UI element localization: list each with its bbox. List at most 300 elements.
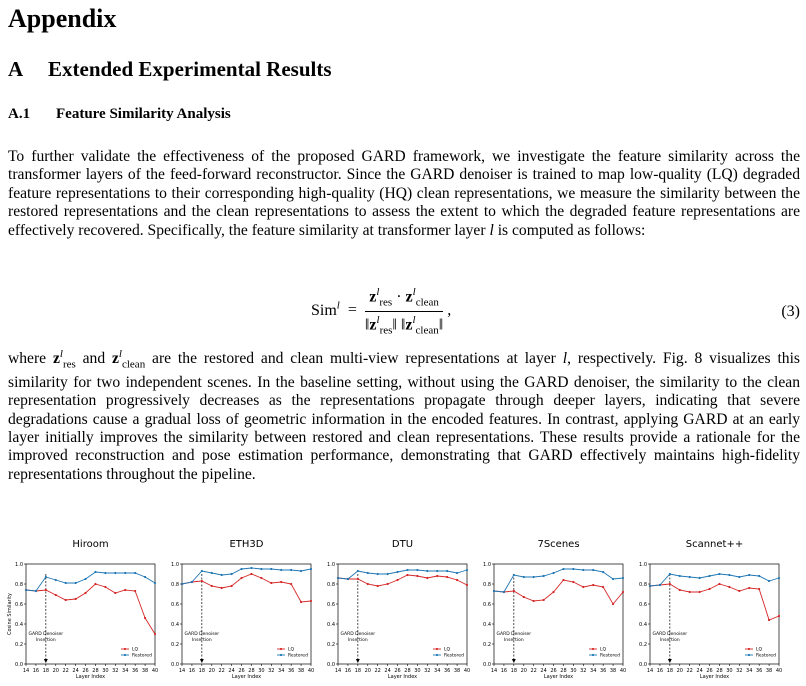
x-tick-label: 22 bbox=[530, 668, 537, 674]
x-tick-label: 36 bbox=[443, 668, 451, 674]
x-tick-label: 16 bbox=[656, 668, 664, 674]
legend-label: LQ bbox=[288, 647, 295, 653]
x-tick-label: 14 bbox=[178, 668, 186, 674]
legend-marker bbox=[436, 654, 438, 656]
chart-0 bbox=[4, 532, 159, 686]
data-point bbox=[466, 569, 468, 571]
legend-label: LQ bbox=[132, 647, 139, 653]
data-point bbox=[503, 591, 505, 593]
data-point bbox=[748, 574, 750, 576]
para2-mid: and bbox=[75, 350, 112, 368]
legend-label: LQ bbox=[444, 647, 451, 653]
x-tick-label: 26 bbox=[706, 668, 713, 674]
legend-label: Restored bbox=[600, 653, 620, 659]
data-point bbox=[718, 583, 720, 585]
y-tick-label: 0.4 bbox=[483, 621, 491, 628]
x-tick-label: 24 bbox=[540, 668, 547, 674]
y-tick-label: 0.8 bbox=[639, 581, 647, 588]
data-point bbox=[738, 590, 740, 592]
y-tick-label: 1.0 bbox=[15, 561, 23, 568]
x-tick-label: 14 bbox=[334, 668, 342, 674]
legend-marker bbox=[280, 654, 282, 656]
data-point bbox=[231, 573, 233, 575]
data-point bbox=[181, 583, 183, 585]
equation-fraction: $\frac{z^l_{res} \cdot z^l_{clean}}{‖z^l_{res}‖ ‖z^l_{clean}‖}$ bbox=[364, 286, 444, 337]
data-point bbox=[699, 591, 701, 593]
data-point bbox=[582, 586, 584, 588]
annotation-label: GARD Denoiser bbox=[28, 632, 64, 637]
x-tick-label: 34 bbox=[122, 668, 129, 674]
subsection-title: Feature Similarity Analysis bbox=[56, 106, 231, 122]
data-point bbox=[337, 577, 339, 579]
data-point bbox=[280, 569, 282, 571]
data-point bbox=[778, 577, 780, 579]
data-point bbox=[552, 572, 554, 574]
data-point bbox=[426, 570, 428, 572]
data-point bbox=[260, 577, 262, 579]
x-tick-label: 30 bbox=[102, 668, 109, 674]
data-point bbox=[493, 590, 495, 592]
data-point bbox=[416, 575, 418, 577]
x-tick-label: 20 bbox=[520, 668, 527, 674]
data-point bbox=[231, 585, 233, 587]
data-point bbox=[572, 568, 574, 570]
x-tick-label: 34 bbox=[278, 668, 285, 674]
legend-label: Restored bbox=[756, 653, 776, 659]
data-point bbox=[290, 569, 292, 571]
data-point bbox=[191, 581, 193, 583]
x-tick-label: 40 bbox=[307, 668, 315, 674]
x-tick-label: 34 bbox=[746, 668, 753, 674]
x-tick-label: 22 bbox=[62, 668, 69, 674]
x-tick-label: 38 bbox=[141, 668, 149, 674]
data-point bbox=[134, 572, 136, 574]
chart-2 bbox=[316, 532, 471, 686]
y-tick-label: 1.0 bbox=[483, 561, 491, 568]
data-point bbox=[602, 586, 604, 588]
data-point bbox=[758, 588, 760, 590]
x-tick-label: 24 bbox=[384, 668, 391, 674]
chart-title: 7Scenes bbox=[537, 539, 580, 550]
x-tick-label: 22 bbox=[218, 668, 225, 674]
y-tick-label: 0.0 bbox=[15, 661, 23, 668]
data-point bbox=[396, 579, 398, 581]
insertion-arrow bbox=[356, 659, 360, 663]
data-point bbox=[144, 576, 146, 578]
data-point bbox=[523, 576, 525, 578]
y-tick-label: 0.8 bbox=[327, 581, 335, 588]
data-point bbox=[270, 568, 272, 570]
x-tick-label: 26 bbox=[238, 668, 245, 674]
subsection-number: A.1 bbox=[8, 106, 31, 122]
data-point bbox=[201, 570, 203, 572]
data-point bbox=[622, 591, 624, 593]
annotation-label: GARD Denoiser bbox=[340, 632, 376, 637]
data-point bbox=[466, 584, 468, 586]
legend-label: Restored bbox=[288, 653, 308, 659]
x-tick-label: 20 bbox=[208, 668, 215, 674]
annotation-label: Insertion bbox=[191, 638, 212, 643]
data-point bbox=[699, 577, 701, 579]
data-point bbox=[94, 583, 96, 585]
x-tick-label: 40 bbox=[775, 668, 783, 674]
data-point bbox=[416, 569, 418, 571]
data-point bbox=[396, 571, 398, 573]
x-tick-label: 36 bbox=[599, 668, 607, 674]
paragraph-analysis: where $z^l_{res}$ and $z^l_{clean}$ are the restored and clean multi-view representations at layer l, respectively. Fig. 8 visualizes this similarity for two independent scenes. In the baseline setting, without using the GARD denoiser, the similarity to the clean representation progressively decreases as the representations propagate through deeper layers, indicating that severe degradations cause a gradual loss of geometric information in the encoded features. In contrast, applying GARD at an early layer initially improves the similarity between restored and clean representations. These results provide a rationale for the improved reconstruction and pose estimation performance, demonstrating that GARD effectively maintains high-fidelity representations throughout the pipeline. bbox=[8, 348, 800, 483]
data-point bbox=[387, 583, 389, 585]
x-tick-label: 16 bbox=[500, 668, 508, 674]
data-point bbox=[513, 574, 515, 576]
data-point bbox=[357, 578, 359, 580]
data-point bbox=[649, 585, 651, 587]
chart-3 bbox=[472, 532, 627, 686]
x-tick-label: 26 bbox=[82, 668, 89, 674]
x-tick-label: 18 bbox=[198, 668, 206, 674]
data-point bbox=[592, 569, 594, 571]
y-tick-label: 0.4 bbox=[639, 621, 647, 628]
data-point bbox=[456, 572, 458, 574]
data-point bbox=[543, 575, 545, 577]
data-point bbox=[124, 572, 126, 574]
x-tick-label: 40 bbox=[619, 668, 627, 674]
x-tick-label: 38 bbox=[297, 668, 305, 674]
data-point bbox=[406, 574, 408, 576]
data-point bbox=[533, 576, 535, 578]
x-tick-label: 22 bbox=[374, 668, 381, 674]
data-point bbox=[562, 579, 564, 581]
x-tick-label: 14 bbox=[490, 668, 498, 674]
data-point bbox=[523, 596, 525, 598]
y-tick-label: 0.4 bbox=[171, 621, 179, 628]
x-tick-label: 24 bbox=[696, 668, 703, 674]
x-tick-label: 36 bbox=[131, 668, 139, 674]
data-point bbox=[75, 598, 77, 600]
x-tick-label: 38 bbox=[453, 668, 461, 674]
x-axis-label: Layer Index bbox=[699, 674, 730, 680]
y-tick-label: 0.6 bbox=[483, 601, 491, 608]
data-point bbox=[25, 589, 27, 591]
y-tick-label: 0.4 bbox=[15, 621, 23, 628]
y-tick-label: 0.8 bbox=[15, 581, 23, 588]
data-point bbox=[679, 575, 681, 577]
x-axis-label: Layer Index bbox=[75, 674, 106, 680]
data-point bbox=[377, 585, 379, 587]
data-point bbox=[456, 579, 458, 581]
data-point bbox=[689, 576, 691, 578]
data-point bbox=[543, 599, 545, 601]
x-tick-label: 14 bbox=[22, 668, 30, 674]
data-point bbox=[310, 600, 312, 602]
legend-marker bbox=[124, 654, 126, 656]
data-point bbox=[768, 619, 770, 621]
data-point bbox=[669, 573, 671, 575]
data-point bbox=[310, 568, 312, 570]
y-tick-label: 1.0 bbox=[639, 561, 647, 568]
data-point bbox=[582, 569, 584, 571]
data-point bbox=[240, 568, 242, 570]
para2-after: are the restored and clean multi-view representations at layer bbox=[145, 350, 563, 368]
x-tick-label: 32 bbox=[268, 668, 275, 674]
data-point bbox=[679, 589, 681, 591]
data-point bbox=[201, 580, 203, 582]
data-point bbox=[728, 586, 730, 588]
section-heading bbox=[8, 57, 332, 82]
data-point bbox=[347, 578, 349, 580]
data-point bbox=[104, 586, 106, 588]
chart-title: ETH3D bbox=[229, 539, 264, 550]
data-point bbox=[35, 590, 37, 592]
y-tick-label: 0.2 bbox=[327, 641, 335, 648]
annotation-label: Insertion bbox=[35, 638, 56, 643]
data-point bbox=[708, 575, 710, 577]
data-point bbox=[211, 585, 213, 587]
data-point bbox=[75, 582, 77, 584]
x-tick-label: 32 bbox=[112, 668, 119, 674]
data-point bbox=[104, 572, 106, 574]
data-point bbox=[659, 584, 661, 586]
data-point bbox=[708, 588, 710, 590]
x-tick-label: 30 bbox=[726, 668, 733, 674]
chart-4 bbox=[628, 532, 783, 686]
annotation-label: GARD Denoiser bbox=[652, 632, 688, 637]
x-tick-label: 38 bbox=[765, 668, 773, 674]
x-tick-label: 14 bbox=[646, 668, 654, 674]
insertion-arrow bbox=[668, 659, 672, 663]
data-point bbox=[280, 581, 282, 583]
data-point bbox=[250, 573, 252, 575]
legend-marker bbox=[280, 648, 282, 650]
data-point bbox=[240, 577, 242, 579]
x-tick-label: 40 bbox=[463, 668, 471, 674]
data-point bbox=[357, 570, 359, 572]
y-tick-label: 0.2 bbox=[639, 641, 647, 648]
layer-variable: l bbox=[489, 221, 494, 239]
legend-marker bbox=[592, 654, 594, 656]
data-point bbox=[114, 572, 116, 574]
data-point bbox=[572, 581, 574, 583]
data-point bbox=[94, 571, 96, 573]
data-point bbox=[154, 633, 156, 635]
x-tick-label: 28 bbox=[404, 668, 411, 674]
data-point bbox=[436, 570, 438, 572]
data-point bbox=[65, 599, 67, 601]
x-tick-label: 18 bbox=[666, 668, 674, 674]
data-point bbox=[260, 568, 262, 570]
y-tick-label: 0.8 bbox=[171, 581, 179, 588]
data-point bbox=[154, 582, 156, 584]
data-point bbox=[426, 577, 428, 579]
x-tick-label: 32 bbox=[736, 668, 743, 674]
x-tick-label: 18 bbox=[354, 668, 362, 674]
data-point bbox=[134, 590, 136, 592]
y-tick-label: 0.4 bbox=[327, 621, 335, 628]
legend-label: Restored bbox=[132, 653, 152, 659]
x-tick-label: 36 bbox=[755, 668, 763, 674]
x-tick-label: 28 bbox=[92, 668, 99, 674]
data-point bbox=[84, 578, 86, 580]
x-tick-label: 20 bbox=[364, 668, 371, 674]
y-tick-label: 0.6 bbox=[15, 601, 23, 608]
x-tick-label: 20 bbox=[52, 668, 59, 674]
x-tick-label: 32 bbox=[424, 668, 431, 674]
y-tick-label: 1.0 bbox=[327, 561, 335, 568]
chart-title: DTU bbox=[391, 539, 414, 550]
data-point bbox=[55, 579, 57, 581]
data-point bbox=[778, 615, 780, 617]
data-point bbox=[144, 617, 146, 619]
annotation-label: Insertion bbox=[347, 638, 368, 643]
data-point bbox=[738, 576, 740, 578]
paragraph-intro-end: is computed as follows: bbox=[493, 221, 646, 239]
x-tick-label: 22 bbox=[686, 668, 693, 674]
y-tick-label: 0.8 bbox=[483, 581, 491, 588]
x-axis-label: Layer Index bbox=[387, 674, 418, 680]
chart-1 bbox=[160, 532, 315, 686]
x-tick-label: 24 bbox=[228, 668, 235, 674]
data-point bbox=[718, 573, 720, 575]
data-point bbox=[768, 580, 770, 582]
data-point bbox=[533, 600, 535, 602]
x-tick-label: 18 bbox=[42, 668, 50, 674]
x-tick-label: 30 bbox=[258, 668, 265, 674]
data-point bbox=[221, 574, 223, 576]
data-point bbox=[45, 576, 47, 578]
data-point bbox=[367, 572, 369, 574]
data-point bbox=[748, 587, 750, 589]
x-tick-label: 28 bbox=[248, 668, 255, 674]
data-point bbox=[592, 584, 594, 586]
x-tick-label: 28 bbox=[716, 668, 723, 674]
subsection-heading bbox=[8, 106, 231, 123]
y-axis-label: Cosine Similarity bbox=[7, 592, 13, 636]
data-point bbox=[290, 583, 292, 585]
y-tick-label: 0.0 bbox=[639, 661, 647, 668]
data-point bbox=[270, 582, 272, 584]
x-tick-label: 28 bbox=[560, 668, 567, 674]
x-tick-label: 26 bbox=[394, 668, 401, 674]
appendix-heading: Appendix bbox=[8, 4, 117, 33]
legend-label: Restored bbox=[444, 653, 464, 659]
y-tick-label: 0.6 bbox=[327, 601, 335, 608]
y-tick-label: 0.2 bbox=[15, 641, 23, 648]
x-tick-label: 18 bbox=[510, 668, 518, 674]
x-tick-label: 30 bbox=[570, 668, 577, 674]
data-point bbox=[689, 591, 691, 593]
annotation-label: GARD Denoiser bbox=[496, 632, 532, 637]
y-tick-label: 1.0 bbox=[171, 561, 179, 568]
y-tick-label: 0.2 bbox=[171, 641, 179, 648]
x-tick-label: 24 bbox=[72, 668, 79, 674]
data-point bbox=[367, 583, 369, 585]
series-line-lq bbox=[182, 574, 311, 602]
y-tick-label: 0.0 bbox=[483, 661, 491, 668]
paragraph-intro-text: To further validate the effectiveness of the proposed GARD framework, we investigate the feature similarity across the transformer layers of the feed-forward reconstructor. Since the GARD denoiser is trained to map low-quality (LQ) degraded feature representations to their corresponding high-quality (HQ) clean representations, we measure the similarity between the restored representations and the clean representations to assess the extent to which the degraded feature representations are effectively recovered. Specifically, the feature similarity at transformer layer bbox=[8, 148, 800, 239]
section-number: A bbox=[8, 57, 24, 81]
legend-label: LQ bbox=[600, 647, 607, 653]
paragraph-intro bbox=[8, 148, 800, 240]
x-tick-label: 40 bbox=[151, 668, 159, 674]
legend-marker bbox=[592, 648, 594, 650]
equation-body: Sim$^l$ = $\frac{z^l_{res} \cdot z^l_{clean}}{‖z^l_{res}‖ ‖z^l_{clean}‖}$ , bbox=[311, 286, 452, 337]
y-tick-label: 0.0 bbox=[327, 661, 335, 668]
data-point bbox=[758, 575, 760, 577]
data-point bbox=[436, 575, 438, 577]
annotation-label: Insertion bbox=[503, 638, 524, 643]
y-tick-label: 0.0 bbox=[171, 661, 179, 668]
y-tick-label: 0.2 bbox=[483, 641, 491, 648]
legend-marker bbox=[748, 654, 750, 656]
equation-3 bbox=[8, 284, 800, 338]
x-tick-label: 16 bbox=[32, 668, 40, 674]
data-point bbox=[387, 573, 389, 575]
x-axis-label: Layer Index bbox=[231, 674, 262, 680]
x-tick-label: 34 bbox=[434, 668, 441, 674]
para2-rest: , respectively. Fig. 8 visualizes this similarity for two independent scenes. In the baseline setting, without using the GARD denoiser, the similarity to the clean representation progressively decreases as the representations propagate through deeper layers, indicating that severe degradations cause a gradual loss of geometric information in the encoded features. In contrast, applying GARD at an early layer initially improves the similarity between restored and clean representations. These results provide a rationale for the improved reconstruction and pose estimation performance, demonstrating that GARD effectively maintains high-fidelity representations throughout the pipeline. bbox=[8, 350, 800, 483]
section-title: Extended Experimental Results bbox=[48, 57, 332, 81]
x-tick-label: 34 bbox=[590, 668, 597, 674]
figure-8-charts bbox=[0, 532, 806, 686]
x-tick-label: 36 bbox=[287, 668, 295, 674]
data-point bbox=[669, 583, 671, 585]
data-point bbox=[55, 594, 57, 596]
data-point bbox=[513, 590, 515, 592]
x-tick-label: 32 bbox=[580, 668, 587, 674]
x-tick-label: 38 bbox=[609, 668, 617, 674]
data-point bbox=[446, 570, 448, 572]
x-tick-label: 16 bbox=[344, 668, 352, 674]
x-tick-label: 26 bbox=[550, 668, 557, 674]
data-point bbox=[211, 572, 213, 574]
data-point bbox=[124, 589, 126, 591]
data-point bbox=[552, 591, 554, 593]
equation-number: (3) bbox=[781, 303, 800, 320]
data-point bbox=[114, 592, 116, 594]
para2-lead: where bbox=[8, 350, 53, 368]
data-point bbox=[728, 574, 730, 576]
x-tick-label: 30 bbox=[414, 668, 421, 674]
x-tick-label: 16 bbox=[188, 668, 196, 674]
data-point bbox=[45, 589, 47, 591]
annotation-label: GARD Denoiser bbox=[184, 632, 220, 637]
y-tick-label: 0.6 bbox=[639, 601, 647, 608]
data-point bbox=[602, 571, 604, 573]
data-point bbox=[84, 592, 86, 594]
data-point bbox=[300, 601, 302, 603]
series-line-lq bbox=[494, 580, 623, 604]
data-point bbox=[622, 577, 624, 579]
x-axis-label: Layer Index bbox=[543, 674, 574, 680]
legend-marker bbox=[124, 648, 126, 650]
legend-label: LQ bbox=[756, 647, 763, 653]
data-point bbox=[65, 582, 67, 584]
data-point bbox=[406, 569, 408, 571]
legend-marker bbox=[436, 648, 438, 650]
legend-marker bbox=[748, 648, 750, 650]
y-tick-label: 0.6 bbox=[171, 601, 179, 608]
data-point bbox=[250, 567, 252, 569]
data-point bbox=[612, 603, 614, 605]
data-point bbox=[612, 578, 614, 580]
data-point bbox=[377, 573, 379, 575]
data-point bbox=[562, 568, 564, 570]
insertion-arrow bbox=[44, 659, 48, 663]
data-point bbox=[300, 570, 302, 572]
x-tick-label: 20 bbox=[676, 668, 683, 674]
data-point bbox=[221, 587, 223, 589]
annotation-label: Insertion bbox=[659, 638, 680, 643]
insertion-arrow bbox=[512, 659, 516, 663]
